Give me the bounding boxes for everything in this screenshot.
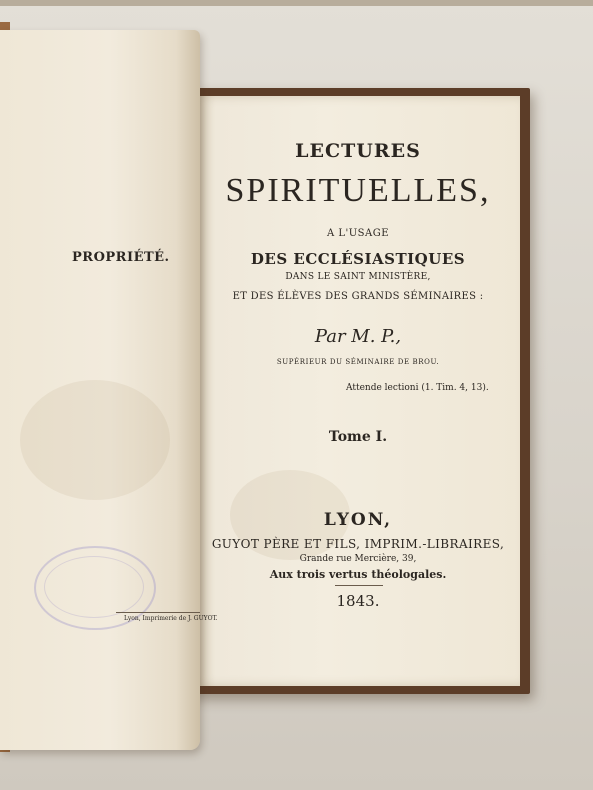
author-signature: Par M. P., — [314, 326, 402, 347]
property-notice: PROPRIÉTÉ. — [72, 250, 170, 265]
library-stamp-inner-ring — [44, 556, 144, 618]
binding-edge — [0, 0, 593, 6]
paper-stain — [20, 380, 170, 500]
audience-line-1: DES ECCLÉSIASTIQUES — [250, 250, 466, 268]
author-line — [196, 326, 520, 347]
audience-line-3: ET DES ÉLÈVES DES GRANDS SÉMINAIRES : — [232, 291, 484, 302]
printer-imprint: Lyon, Imprimerie de J. GUYOT. — [124, 615, 218, 622]
title-line-1: LECTURES — [295, 140, 421, 162]
publication-year: 1843. — [336, 592, 380, 610]
audience-line-2: DANS LE SAINT MINISTÈRE, — [285, 272, 431, 282]
imprint-rule — [116, 612, 200, 613]
volume-label: Tome I. — [328, 429, 388, 445]
usage-line: A L'USAGE — [326, 228, 390, 239]
divider-rule — [335, 585, 383, 586]
publisher-motto: Aux trois vertus théologales. — [269, 568, 447, 581]
title-line-2: SPIRITUELLES, — [225, 172, 491, 209]
publisher-name: GUYOT PÈRE ET FILS, IMPRIM.-LIBRAIRES, — [211, 537, 505, 551]
author-title: SUPÉRIEUR DU SÉMINAIRE DE BROU. — [276, 358, 440, 366]
publisher-address: Grande rue Mercière, 39, — [299, 554, 417, 564]
publication-city: LYON, — [323, 510, 393, 530]
epigraph: Attende lectioni (1. Tim. 4, 13). — [346, 383, 489, 393]
